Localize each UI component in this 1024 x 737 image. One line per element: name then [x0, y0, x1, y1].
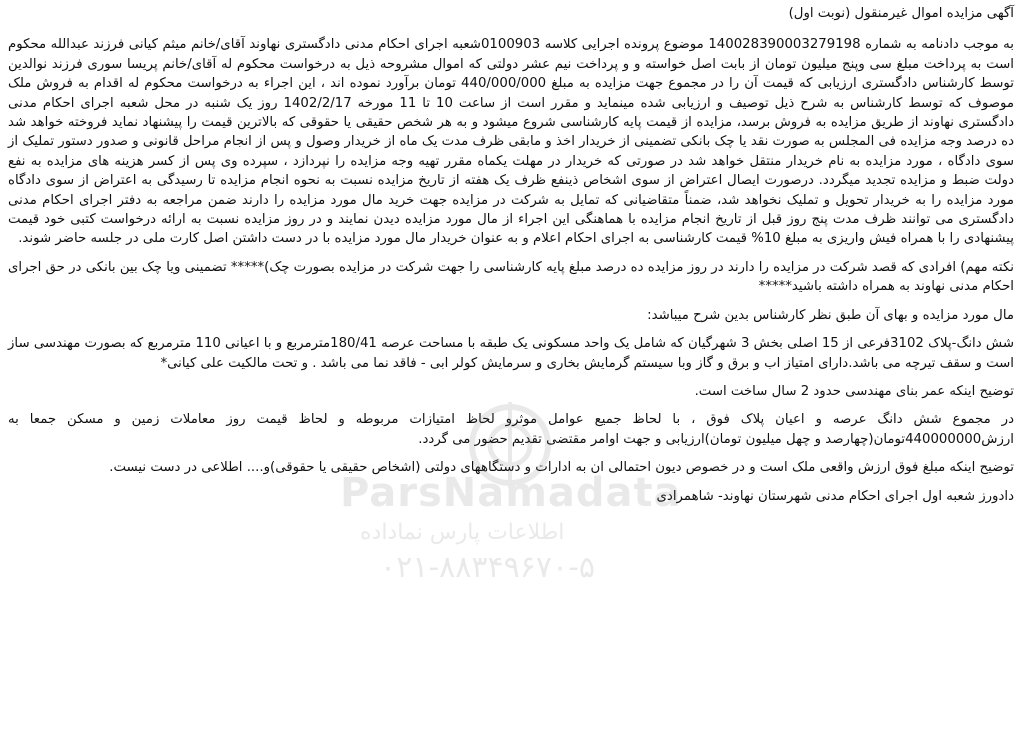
watermark-brand-en: ParsNamadata: [340, 470, 682, 516]
watermark-brand-fa: اطلاعات پارس نماداده: [360, 520, 565, 545]
watermark-phone: ۰۲۱-۸۸۳۴۹۶۷۰-۵: [380, 550, 596, 585]
notice-debt-note: توضیح اینکه مبلغ فوق ارزش واقعی ملک است و در خصوص دیون احتمالی ان به ادارات و دستگاههای دولتی (اشخاص حقیقی یا حقوقی)و.... اطلاعی در دست نیست.: [109, 460, 1014, 476]
notice-title: آگهی مزایده اموال غیرمنقول (نوبت اول): [788, 6, 1014, 21]
notice-property-description: شش دانگ-پلاک 3102فرعی از 15 اصلی بخش 3 شهرگیان که شامل یک واحد مسکونی یک طبقه با مساحت عرصه 180/41مترمربع و با اعیانی 110 مترمربع که بصورت مهندسی ساز است و سقف تیرچه می باشد.دارای امتیاز اب و برق و گاز وبا سیستم گرمایش بخاری و سرمایش کولر ابی - فاقد نما می باشد . و تحت مالکیت علی کیانی*: [8, 336, 1014, 371]
notice-main-paragraph: به موجب دادنامه به شماره 140028390003279198 موضوع پرونده اجرایی کلاسه 0100903شعبه اجرای احکام مدنی دادگستری نهاوند آقای/خانم میثم کیانی فرزند عبدالله محکوم است به پرداخت مبلغ سی وپنج میلیون تومان از بابت اصل خواسته و و پرداخت نیم عشر دولتی که اموال مشروحه ذیل به درخواست محکوم له آقای/خانم پریسا سوری فرزند نوالدین توسط کارشناس دادگستری ارزیابی که قیمت آن را در مجموع جهت مزایده به مبلغ 440/000/000 تومان برآورد نموده اند ، این اجراء به درخواست محکوم له اقدام به فروش ملک موصوف که توسط کارشناس به شرح ذیل توصیف و ارزیابی شده مینماید و مقرر است از ساعت 10 تا 11 مورخه 1402/2/17 روز یک شنبه در محل شعبه اجرای احکام مدنی دادگستری نهاوند از طریق مزایده به فروش برسد، مزایده از قیمت پایه کارشناسی شروع میشود و به هر شخص حقیقی یا حقوقی که بالاترین قیمت را پیشنهاد نماید فروخته خواهد شد ده درصد وجه مزایده فی المجلس به صورت نقد یا چک بانکی تضمینی از خریدار اخذ و مابقی ظرف مدت یک ماه از خریدار وصول و پس از انجام مراحل قانونی و صدور دستور تملیک از سوی دادگاه ، مورد مزایده به نام خریدار منتقل خواهد شد در صورتی که خریدار در مهلت یکماه مقرر تهیه وجه مزایده را نپردازد ، سپرده وی پس از کسر هزینه های مزایده به نفع دولت ضبط و مزایده تجدید میگردد. درصورت ایصال اعتراض از سوی اشخاص ذینفع ظرف یک هفته از تاریخ مزایده نسبت به نحوه انجام مزایده تا رسیدگی به اعتراض از سوی دادگاه مورد مزایده را به خریدار تحویل و تملیک نخواهد شد، ضمناً متقاضیانی که تمایل به شرکت در مزایده جهت خرید مال مورد مزایده را دارند ضمن مراجعه به دفتر اجرای احکام مدنی دادگستری می توانند ظرف مدت پنج روز قبل از تاریخ انجام مزایده با هماهنگی این اجراء از مال مورد مزایده دیدن نمایند و در روز مزایده نسبت به ارائه درخواست کتبی خود قیمت پیشنهادی را با همراه فیش واریزی به مبلغ 10% قیمت کارشناسی به اجرای احکام اعلام و به عنوان خریدار مال مورد مزایده با در دست داشتن اصل کارت ملی در جلسه حاضر شوند.: [8, 37, 1014, 247]
notice-signature: دادورز شعبه اول اجرای احکام مدنی شهرستان نهاوند- شاهمرادی: [656, 488, 1014, 504]
notice-total-valuation: در مجموع شش دانگ عرصه و اعیان پلاک فوق ، با لحاظ جمیع عوامل موثرو لحاظ امتیازات مربوطه و لحاظ قیمت روز معاملات زمین و مسکن جمعا به ارزش440000000تومان(چهارصد و چهل میلیون تومان)ارزیابی و جهت اوامر مقتضی تقدیم حضور می گردد.: [8, 412, 1014, 447]
notice-important-paragraph: نکته مهم) افرادی که قصد شرکت در مزایده را دارند در روز مزایده ده درصد مبلغ پایه کارشناسی را جهت شرکت در مزایده بصورت چک)***** تضمینی ویا چک بین بانکی در حق اجرای احکام مدنی نهاوند به همراه داشته باشید*****: [8, 259, 1014, 295]
auction-notice: [8, 4, 1014, 733]
notice-items-heading: مال مورد مزایده و بهای آن طبق نظر کارشناس بدین شرح میباشد:: [647, 307, 1014, 323]
notice-building-age: توضیح اینکه عمر بنای مهندسی حدود 2 سال ساخت است.: [694, 383, 1014, 399]
